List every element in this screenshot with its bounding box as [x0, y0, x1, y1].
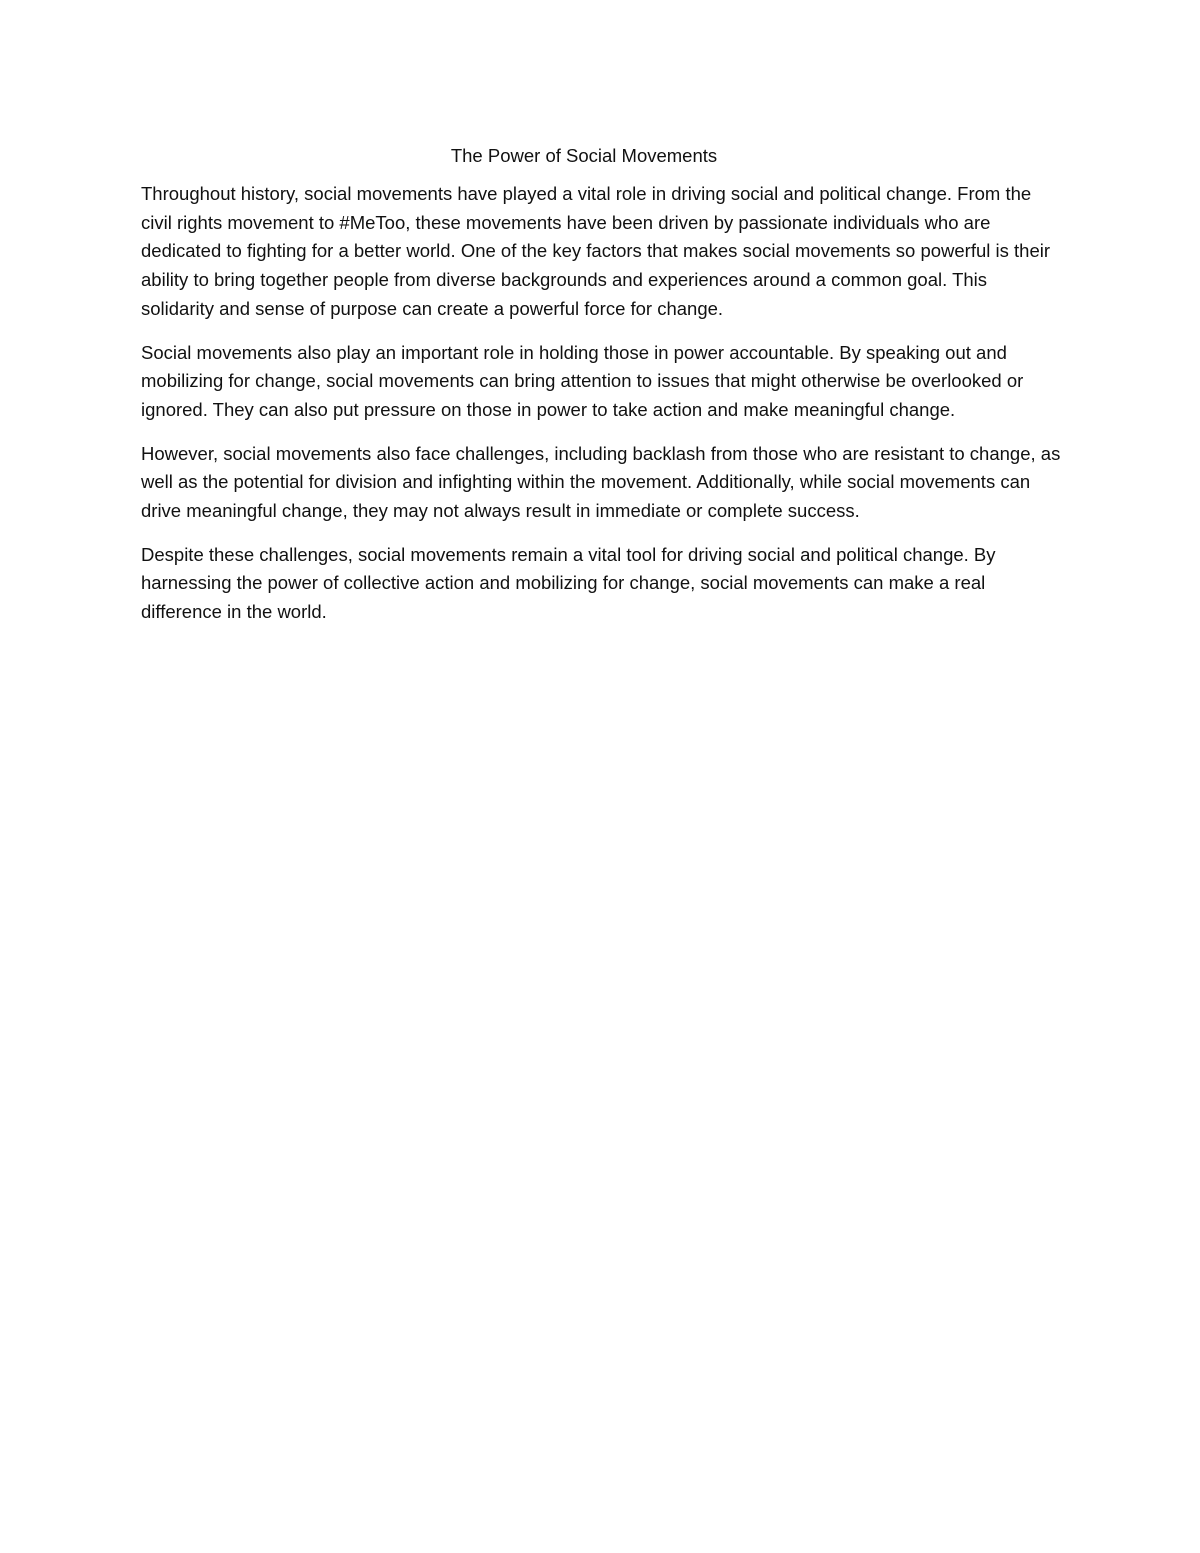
- document-title: The Power of Social Movements: [450, 145, 718, 166]
- paragraph-2: Social movements also play an important role in holding those in power accountable. By speaking out and mobilizing for change, social movements can bring attention to issues that might otherwise be overlooked or ignored. They can also put pressure on those in power to take action and make meaningful change.: [141, 341, 1024, 420]
- paragraph-4: Despite these challenges, social movements remain a vital tool for driving social and political change. By harnessing the power of collective action and mobilizing for change, social movements can make a real difference in the world.: [141, 543, 996, 623]
- document-body: [141, 142, 1061, 642]
- paragraph-3: However, social movements also face challenges, including backlash from those who are resistant to change, as well as the potential for division and infighting within the movement. Additionally, while social movements can drive meaningful change, they may not always result in immediate or complete success.: [141, 442, 1061, 522]
- paragraph-1: Throughout history, social movements have played a vital role in driving social and political change. From the civil rights movement to #MeToo, these movements have been driven by passionate individuals who are dedicated to fighting for a better world. One of the key factors that makes social movements so powerful is their ability to bring together people from diverse backgrounds and experiences around a common goal. This solidarity and sense of purpose can create a powerful force for change.: [141, 183, 1051, 319]
